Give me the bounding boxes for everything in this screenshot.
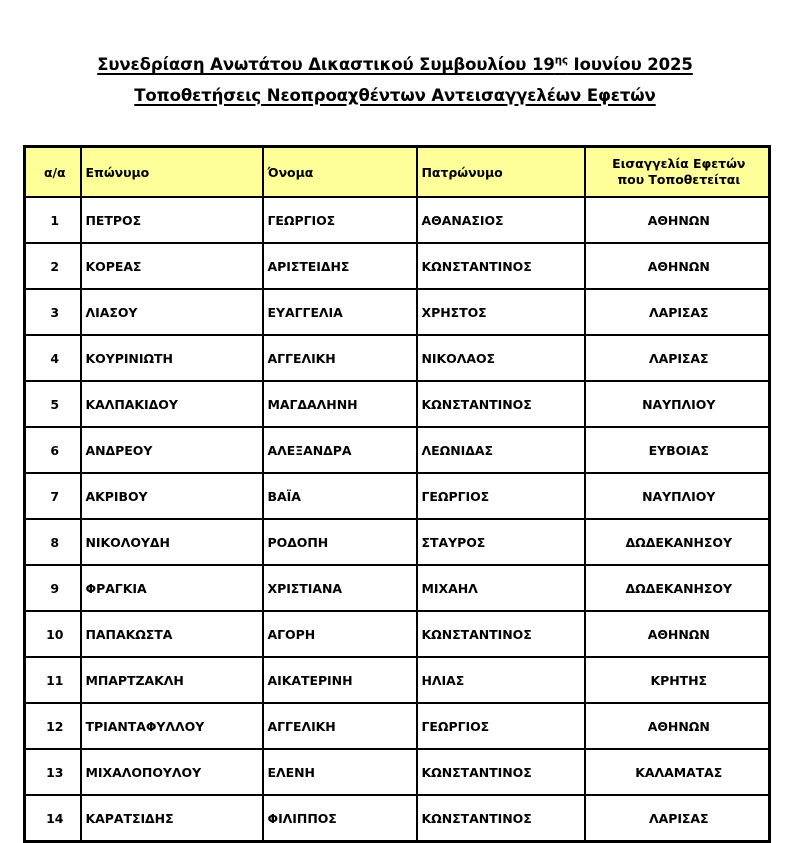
cell-index: 1 bbox=[25, 197, 81, 243]
placements-table-container bbox=[23, 145, 768, 843]
cell-father-name: ΛΕΩΝΙΔΑΣ bbox=[417, 427, 585, 473]
cell-first-name: ΕΥΑΓΓΕΛΙΑ bbox=[263, 289, 417, 335]
cell-office: ΛΑΡΙΣΑΣ bbox=[585, 795, 770, 842]
cell-first-name: ΑΙΚΑΤΕΡΙΝΗ bbox=[263, 657, 417, 703]
cell-office: ΝΑΥΠΛΙΟΥ bbox=[585, 473, 770, 519]
cell-index: 13 bbox=[25, 749, 81, 795]
cell-surname: ΚΑΡΑΤΣΙΔΗΣ bbox=[81, 795, 263, 842]
cell-office: ΔΩΔΕΚΑΝΗΣΟΥ bbox=[585, 519, 770, 565]
table-header-row bbox=[25, 147, 770, 198]
cell-office: ΚΑΛΑΜΑΤΑΣ bbox=[585, 749, 770, 795]
placements-table bbox=[23, 145, 771, 843]
cell-office: ΛΑΡΙΣΑΣ bbox=[585, 289, 770, 335]
cell-father-name: ΚΩΝΣΤΑΝΤΙΝΟΣ bbox=[417, 611, 585, 657]
column-header-office-line2: που Τοποθετείται bbox=[617, 172, 741, 187]
cell-index: 8 bbox=[25, 519, 81, 565]
cell-first-name: ΜΑΓΔΑΛΗΝΗ bbox=[263, 381, 417, 427]
cell-surname: ΛΙΑΣΟΥ bbox=[81, 289, 263, 335]
cell-first-name: ΑΡΙΣΤΕΙΔΗΣ bbox=[263, 243, 417, 289]
page-title-ordinal-suffix: ης bbox=[554, 55, 568, 67]
cell-father-name: ΜΙΧΑΗΛ bbox=[417, 565, 585, 611]
cell-surname: ΠΑΠΑΚΩΣΤΑ bbox=[81, 611, 263, 657]
cell-office: ΑΘΗΝΩΝ bbox=[585, 243, 770, 289]
cell-first-name: ΡΟΔΟΠΗ bbox=[263, 519, 417, 565]
cell-first-name: ΑΓΟΡΗ bbox=[263, 611, 417, 657]
cell-office: ΑΘΗΝΩΝ bbox=[585, 611, 770, 657]
table-row bbox=[25, 657, 770, 703]
table-row bbox=[25, 427, 770, 473]
cell-surname: ΤΡΙΑΝΤΑΦΥΛΛΟΥ bbox=[81, 703, 263, 749]
cell-index: 5 bbox=[25, 381, 81, 427]
table-row bbox=[25, 335, 770, 381]
cell-father-name: ΚΩΝΣΤΑΝΤΙΝΟΣ bbox=[417, 243, 585, 289]
column-header-office-line1: Εισαγγελία Εφετών bbox=[612, 156, 746, 171]
page-title bbox=[0, 57, 790, 74]
cell-index: 14 bbox=[25, 795, 81, 842]
cell-office: ΛΑΡΙΣΑΣ bbox=[585, 335, 770, 381]
cell-father-name: ΚΩΝΣΤΑΝΤΙΝΟΣ bbox=[417, 749, 585, 795]
cell-index: 3 bbox=[25, 289, 81, 335]
cell-surname: ΠΕΤΡΟΣ bbox=[81, 197, 263, 243]
cell-office: ΚΡΗΤΗΣ bbox=[585, 657, 770, 703]
cell-first-name: ΧΡΙΣΤΙΑΝΑ bbox=[263, 565, 417, 611]
cell-father-name: ΑΘΑΝΑΣΙΟΣ bbox=[417, 197, 585, 243]
column-header-office bbox=[585, 147, 770, 198]
cell-office: ΕΥΒΟΙΑΣ bbox=[585, 427, 770, 473]
page-title-prefix: Συνεδρίαση Ανωτάτου Δικαστικού Συμβουλίου 19 bbox=[97, 55, 555, 74]
cell-surname: ΑΝΔΡΕΟΥ bbox=[81, 427, 263, 473]
column-header-surname: Επώνυμο bbox=[81, 147, 263, 198]
cell-surname: ΜΠΑΡΤΖΑΚΛΗ bbox=[81, 657, 263, 703]
cell-first-name: ΑΓΓΕΛΙΚΗ bbox=[263, 335, 417, 381]
table-row bbox=[25, 381, 770, 427]
table-body bbox=[25, 197, 770, 842]
table-row bbox=[25, 519, 770, 565]
table-row bbox=[25, 565, 770, 611]
cell-index: 12 bbox=[25, 703, 81, 749]
column-header-index: α/α bbox=[25, 147, 81, 198]
cell-father-name: ΣΤΑΥΡΟΣ bbox=[417, 519, 585, 565]
cell-father-name: ΓΕΩΡΓΙΟΣ bbox=[417, 703, 585, 749]
cell-index: 2 bbox=[25, 243, 81, 289]
cell-office: ΝΑΥΠΛΙΟΥ bbox=[585, 381, 770, 427]
cell-index: 4 bbox=[25, 335, 81, 381]
table-row bbox=[25, 473, 770, 519]
table-row bbox=[25, 749, 770, 795]
document-header bbox=[0, 0, 790, 104]
table-row bbox=[25, 197, 770, 243]
cell-surname: ΑΚΡΙΒΟΥ bbox=[81, 473, 263, 519]
cell-first-name: ΒΑΪΑ bbox=[263, 473, 417, 519]
page-subtitle bbox=[0, 85, 790, 105]
cell-first-name: ΦΙΛΙΠΠΟΣ bbox=[263, 795, 417, 842]
cell-surname: ΚΟΡΕΑΣ bbox=[81, 243, 263, 289]
cell-first-name: ΑΛΕΞΑΝΔΡΑ bbox=[263, 427, 417, 473]
table-header bbox=[25, 147, 770, 198]
page-subtitle-text: Τοποθετήσεις Νεοπροαχθέντων Αντεισαγγελέων Εφετών bbox=[134, 85, 656, 105]
cell-father-name: ΚΩΝΣΤΑΝΤΙΝΟΣ bbox=[417, 795, 585, 842]
cell-first-name: ΓΕΩΡΓΙΟΣ bbox=[263, 197, 417, 243]
table-row bbox=[25, 243, 770, 289]
cell-surname: ΚΑΛΠΑΚΙΔΟΥ bbox=[81, 381, 263, 427]
cell-index: 10 bbox=[25, 611, 81, 657]
cell-surname: ΝΙΚΟΛΟΥΔΗ bbox=[81, 519, 263, 565]
cell-father-name: ΚΩΝΣΤΑΝΤΙΝΟΣ bbox=[417, 381, 585, 427]
cell-father-name: ΓΕΩΡΓΙΟΣ bbox=[417, 473, 585, 519]
page-title-date: Ιουνίου 2025 bbox=[567, 55, 693, 74]
cell-index: 11 bbox=[25, 657, 81, 703]
cell-father-name: ΧΡΗΣΤΟΣ bbox=[417, 289, 585, 335]
cell-first-name: ΑΓΓΕΛΙΚΗ bbox=[263, 703, 417, 749]
cell-surname: ΚΟΥΡΙΝΙΩΤΗ bbox=[81, 335, 263, 381]
cell-surname: ΦΡΑΓΚΙΑ bbox=[81, 565, 263, 611]
table-row bbox=[25, 703, 770, 749]
cell-office: ΔΩΔΕΚΑΝΗΣΟΥ bbox=[585, 565, 770, 611]
column-header-first-name: Όνομα bbox=[263, 147, 417, 198]
cell-surname: ΜΙΧΑΛΟΠΟΥΛΟΥ bbox=[81, 749, 263, 795]
cell-office: ΑΘΗΝΩΝ bbox=[585, 703, 770, 749]
table-row bbox=[25, 611, 770, 657]
cell-index: 6 bbox=[25, 427, 81, 473]
cell-father-name: ΗΛΙΑΣ bbox=[417, 657, 585, 703]
cell-father-name: ΝΙΚΟΛΑΟΣ bbox=[417, 335, 585, 381]
cell-index: 7 bbox=[25, 473, 81, 519]
table-row bbox=[25, 289, 770, 335]
cell-first-name: ΕΛΕΝΗ bbox=[263, 749, 417, 795]
column-header-father-name: Πατρώνυμο bbox=[417, 147, 585, 198]
cell-index: 9 bbox=[25, 565, 81, 611]
cell-office: ΑΘΗΝΩΝ bbox=[585, 197, 770, 243]
